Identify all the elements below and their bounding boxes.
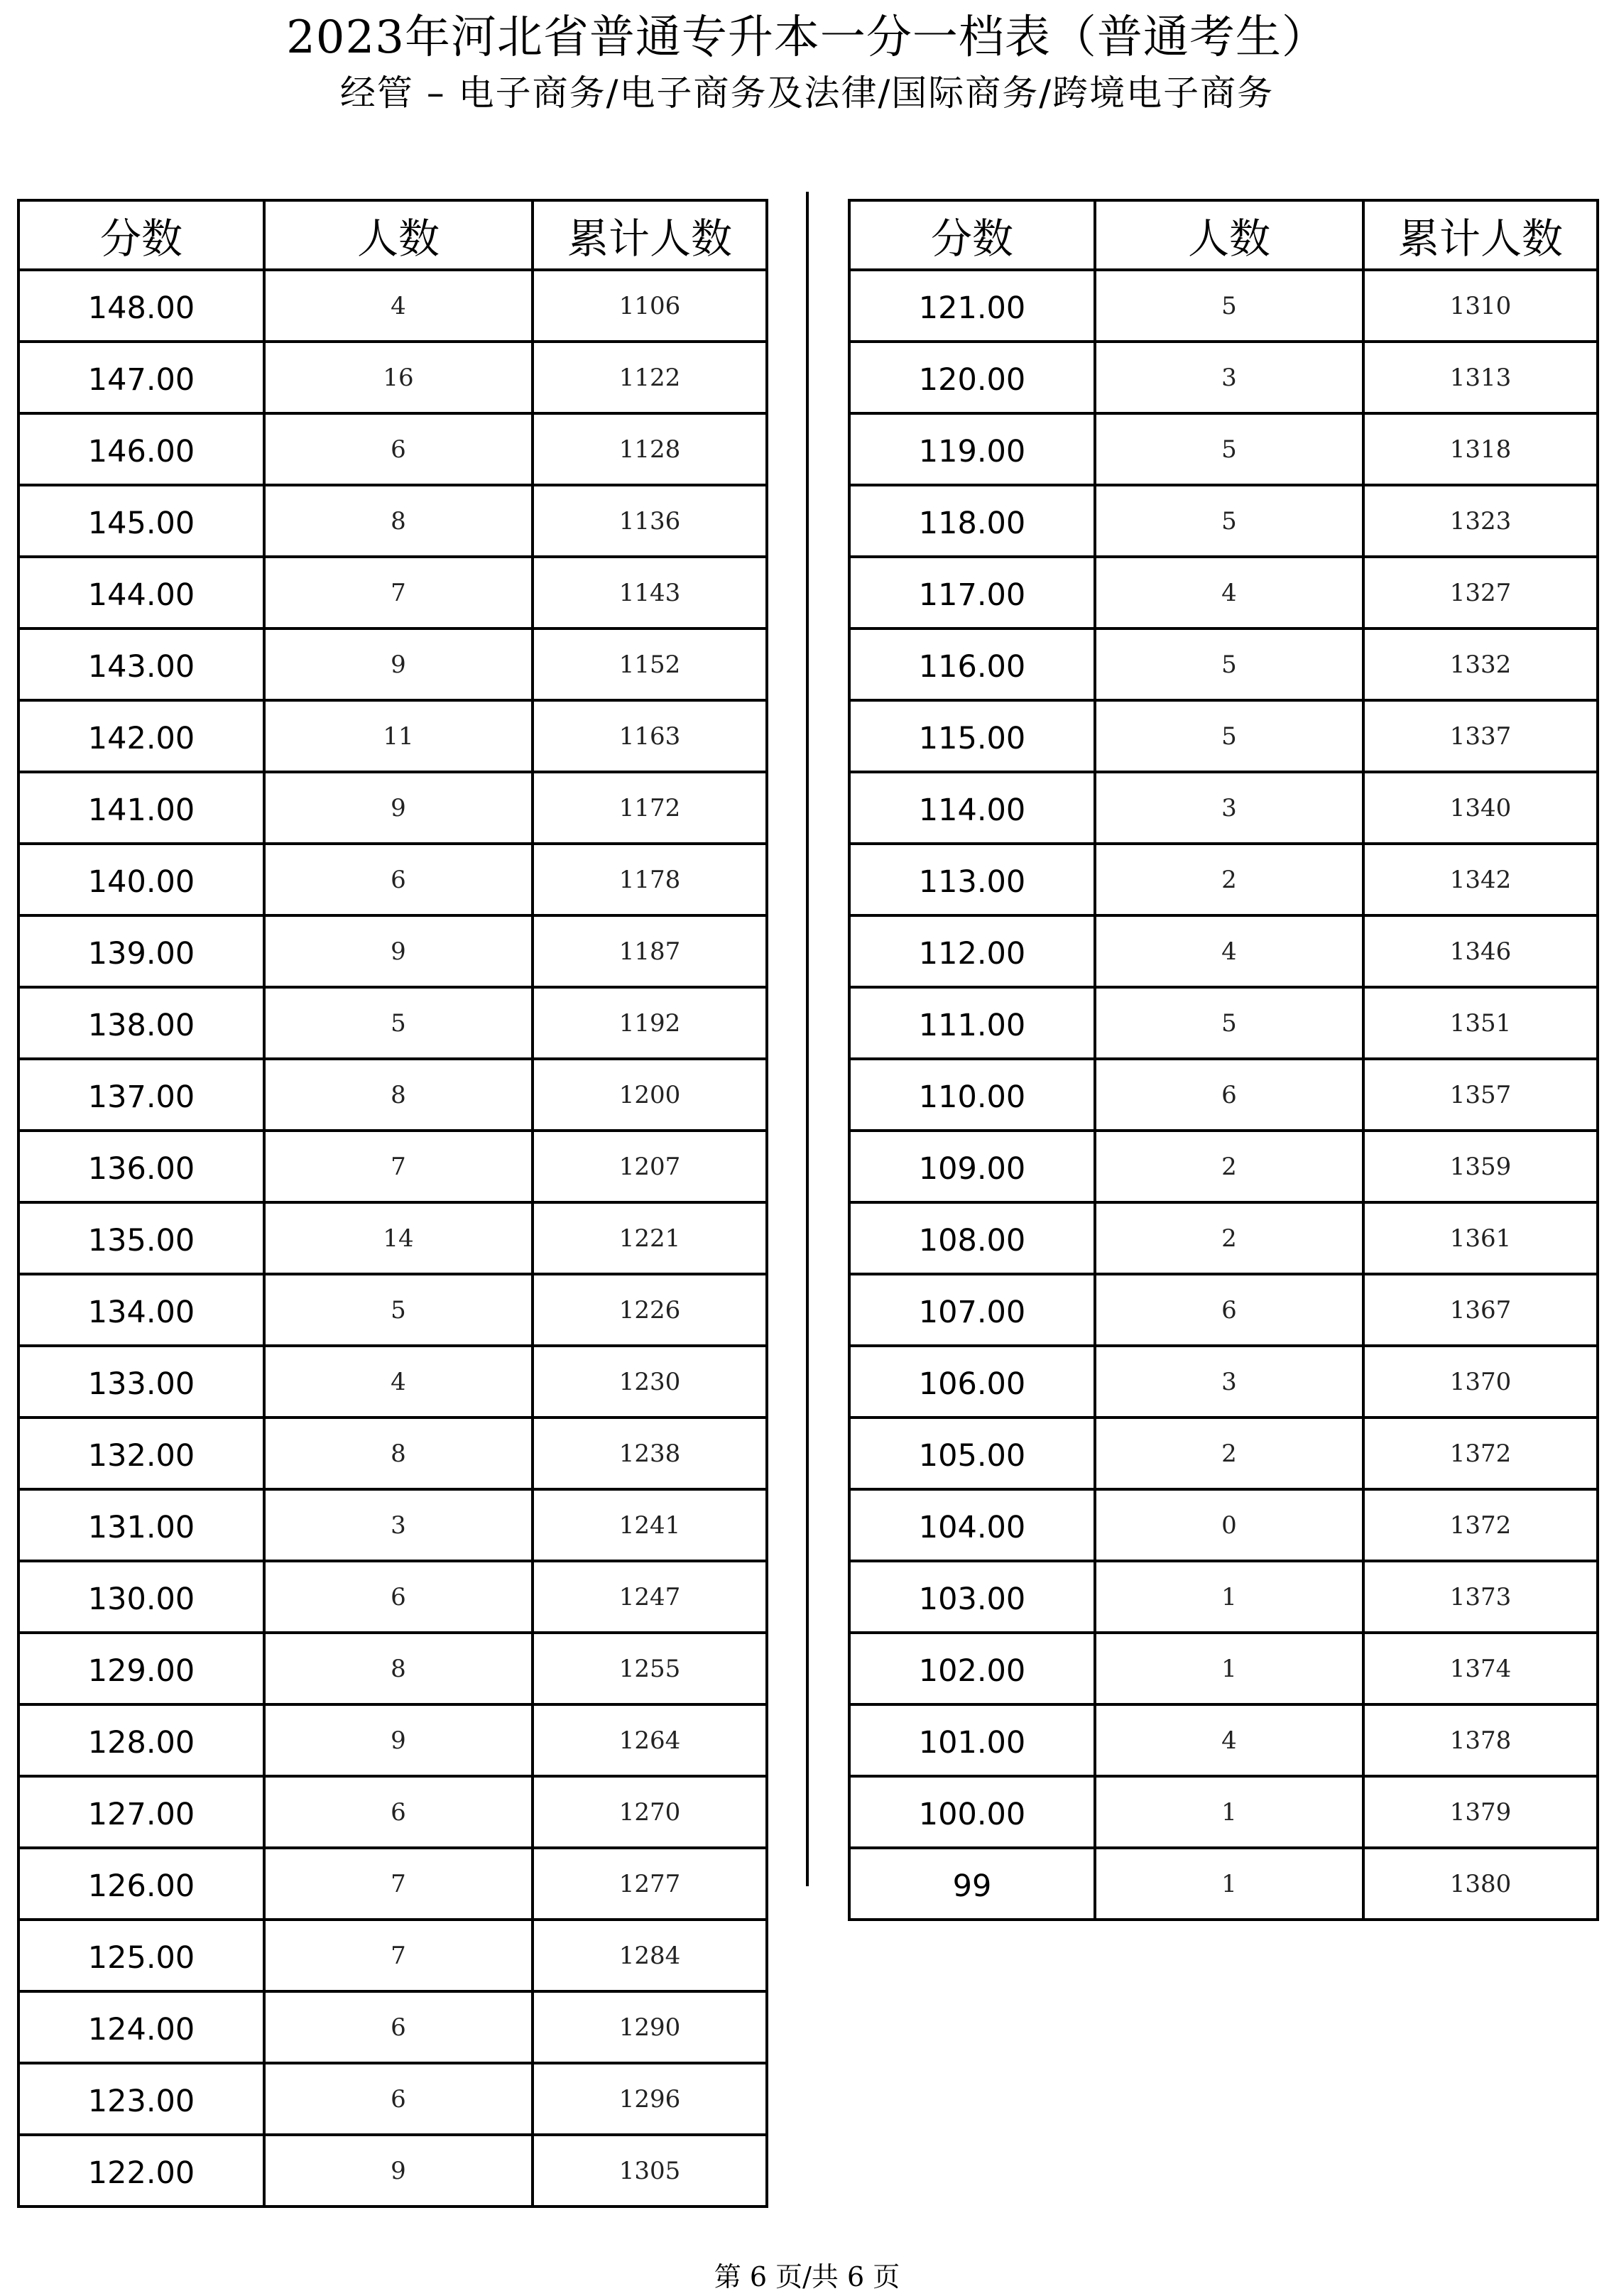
- score-cell: 140.00: [18, 844, 264, 915]
- cumulative-cell: 1207: [533, 1131, 767, 1202]
- table-row: [18, 1920, 767, 1991]
- score-cell: 123.00: [18, 2063, 264, 2135]
- score-cell: 105.00: [849, 1418, 1095, 1489]
- table-row: [18, 342, 767, 413]
- count-cell: 9: [264, 2135, 533, 2207]
- table-row: [849, 1704, 1598, 1776]
- table-row: [18, 1848, 767, 1920]
- cumulative-cell: 1327: [1363, 557, 1598, 629]
- score-cell: 107.00: [849, 1274, 1095, 1346]
- score-cell: 112.00: [849, 915, 1095, 987]
- cumulative-cell: 1332: [1363, 629, 1598, 700]
- cumulative-cell: 1361: [1363, 1202, 1598, 1274]
- count-cell: 6: [264, 2063, 533, 2135]
- cumulative-cell: 1342: [1363, 844, 1598, 915]
- table-row: [18, 1991, 767, 2063]
- score-cell: 115.00: [849, 700, 1095, 772]
- score-cell: 102.00: [849, 1633, 1095, 1704]
- score-cell: 147.00: [18, 342, 264, 413]
- count-cell: 6: [264, 1561, 533, 1633]
- score-cell: 124.00: [18, 1991, 264, 2063]
- count-cell: 11: [264, 700, 533, 772]
- score-cell: 133.00: [18, 1346, 264, 1418]
- cumulative-cell: 1380: [1363, 1848, 1598, 1920]
- count-cell: 16: [264, 342, 533, 413]
- score-cell: 99: [849, 1848, 1095, 1920]
- score-cell: 145.00: [18, 485, 264, 557]
- table-row: [18, 1776, 767, 1848]
- count-cell: 1: [1095, 1633, 1363, 1704]
- score-cell: 120.00: [849, 342, 1095, 413]
- table-row: [18, 629, 767, 700]
- table-row: [849, 629, 1598, 700]
- column-divider: [806, 192, 809, 1886]
- table-row: [849, 1848, 1598, 1920]
- table-row: [18, 987, 767, 1059]
- score-cell: 117.00: [849, 557, 1095, 629]
- cumulative-cell: 1264: [533, 1704, 767, 1776]
- cumulative-cell: 1367: [1363, 1274, 1598, 1346]
- table-row: [18, 772, 767, 844]
- table-row: [849, 1059, 1598, 1131]
- cumulative-cell: 1192: [533, 987, 767, 1059]
- cumulative-cell: 1172: [533, 772, 767, 844]
- score-cell: 126.00: [18, 1848, 264, 1920]
- score-cell: 103.00: [849, 1561, 1095, 1633]
- cumulative-cell: 1163: [533, 700, 767, 772]
- score-cell: 122.00: [18, 2135, 264, 2207]
- count-cell: 7: [264, 1848, 533, 1920]
- cumulative-cell: 1152: [533, 629, 767, 700]
- score-cell: 121.00: [849, 270, 1095, 342]
- count-cell: 5: [1095, 413, 1363, 485]
- cumulative-cell: 1230: [533, 1346, 767, 1418]
- count-cell: 2: [1095, 1418, 1363, 1489]
- count-cell: 8: [264, 485, 533, 557]
- count-cell: 6: [264, 413, 533, 485]
- cumulative-cell: 1128: [533, 413, 767, 485]
- header-cumulative: 累计人数: [533, 200, 767, 270]
- count-cell: 6: [1095, 1059, 1363, 1131]
- score-cell: 146.00: [18, 413, 264, 485]
- cumulative-cell: 1221: [533, 1202, 767, 1274]
- count-cell: 7: [264, 557, 533, 629]
- cumulative-cell: 1337: [1363, 700, 1598, 772]
- table-row: [18, 1418, 767, 1489]
- count-cell: 8: [264, 1418, 533, 1489]
- table-row: [849, 987, 1598, 1059]
- score-cell: 141.00: [18, 772, 264, 844]
- cumulative-cell: 1247: [533, 1561, 767, 1633]
- score-cell: 129.00: [18, 1633, 264, 1704]
- table-row: [18, 485, 767, 557]
- table-row: [18, 1131, 767, 1202]
- table-row: [18, 2135, 767, 2207]
- table-row: [849, 1346, 1598, 1418]
- cumulative-cell: 1238: [533, 1418, 767, 1489]
- count-cell: 7: [264, 1920, 533, 1991]
- table-row: [18, 270, 767, 342]
- header-cumulative: 累计人数: [1363, 200, 1598, 270]
- table-row: [849, 485, 1598, 557]
- table-row: [849, 1561, 1598, 1633]
- count-cell: 4: [264, 270, 533, 342]
- score-cell: 148.00: [18, 270, 264, 342]
- score-cell: 109.00: [849, 1131, 1095, 1202]
- table-row: [18, 1346, 767, 1418]
- score-cell: 130.00: [18, 1561, 264, 1633]
- count-cell: 6: [264, 1776, 533, 1848]
- cumulative-cell: 1370: [1363, 1346, 1598, 1418]
- table-row: [849, 1131, 1598, 1202]
- cumulative-cell: 1372: [1363, 1489, 1598, 1561]
- cumulative-cell: 1357: [1363, 1059, 1598, 1131]
- count-cell: 5: [264, 1274, 533, 1346]
- header-count: 人数: [1095, 200, 1363, 270]
- count-cell: 7: [264, 1131, 533, 1202]
- table-row: [849, 270, 1598, 342]
- table-row: [18, 1704, 767, 1776]
- count-cell: 6: [1095, 1274, 1363, 1346]
- count-cell: 5: [1095, 987, 1363, 1059]
- table-header-row: [18, 200, 767, 270]
- cumulative-cell: 1255: [533, 1633, 767, 1704]
- count-cell: 14: [264, 1202, 533, 1274]
- score-cell: 144.00: [18, 557, 264, 629]
- cumulative-cell: 1290: [533, 1991, 767, 2063]
- count-cell: 9: [264, 772, 533, 844]
- count-cell: 1: [1095, 1776, 1363, 1848]
- cumulative-cell: 1372: [1363, 1418, 1598, 1489]
- count-cell: 3: [1095, 772, 1363, 844]
- count-cell: 6: [264, 844, 533, 915]
- table-row: [18, 1274, 767, 1346]
- score-cell: 134.00: [18, 1274, 264, 1346]
- page-subtitle: 经管 – 电子商务/电子商务及法律/国际商务/跨境电子商务: [339, 72, 1275, 114]
- table-header-row: [849, 200, 1598, 270]
- count-cell: 4: [264, 1346, 533, 1418]
- score-cell: 108.00: [849, 1202, 1095, 1274]
- cumulative-cell: 1270: [533, 1776, 767, 1848]
- score-cell: 128.00: [18, 1704, 264, 1776]
- table-row: [18, 1202, 767, 1274]
- score-cell: 111.00: [849, 987, 1095, 1059]
- count-cell: 5: [1095, 270, 1363, 342]
- table-row: [18, 1489, 767, 1561]
- score-cell: 100.00: [849, 1776, 1095, 1848]
- table-row: [849, 1202, 1598, 1274]
- table-row: [18, 700, 767, 772]
- header-score: 分数: [849, 200, 1095, 270]
- cumulative-cell: 1296: [533, 2063, 767, 2135]
- count-cell: 3: [264, 1489, 533, 1561]
- cumulative-cell: 1374: [1363, 1633, 1598, 1704]
- score-cell: 104.00: [849, 1489, 1095, 1561]
- cumulative-cell: 1284: [533, 1920, 767, 1991]
- score-cell: 125.00: [18, 1920, 264, 1991]
- count-cell: 4: [1095, 915, 1363, 987]
- score-cell: 101.00: [849, 1704, 1095, 1776]
- score-cell: 127.00: [18, 1776, 264, 1848]
- cumulative-cell: 1226: [533, 1274, 767, 1346]
- cumulative-cell: 1351: [1363, 987, 1598, 1059]
- count-cell: 8: [264, 1059, 533, 1131]
- count-cell: 1: [1095, 1561, 1363, 1633]
- cumulative-cell: 1277: [533, 1848, 767, 1920]
- table-row: [18, 413, 767, 485]
- score-cell: 119.00: [849, 413, 1095, 485]
- score-cell: 139.00: [18, 915, 264, 987]
- score-cell: 114.00: [849, 772, 1095, 844]
- table-row: [849, 1633, 1598, 1704]
- table-row: [849, 915, 1598, 987]
- header-count: 人数: [264, 200, 533, 270]
- cumulative-cell: 1346: [1363, 915, 1598, 987]
- count-cell: 2: [1095, 1131, 1363, 1202]
- cumulative-cell: 1323: [1363, 485, 1598, 557]
- score-cell: 143.00: [18, 629, 264, 700]
- count-cell: 3: [1095, 1346, 1363, 1418]
- score-cell: 116.00: [849, 629, 1095, 700]
- cumulative-cell: 1143: [533, 557, 767, 629]
- score-cell: 113.00: [849, 844, 1095, 915]
- cumulative-cell: 1122: [533, 342, 767, 413]
- table-row: [849, 1489, 1598, 1561]
- count-cell: 5: [1095, 485, 1363, 557]
- count-cell: 8: [264, 1633, 533, 1704]
- score-cell: 135.00: [18, 1202, 264, 1274]
- table-row: [849, 700, 1598, 772]
- table-row: [18, 557, 767, 629]
- cumulative-cell: 1359: [1363, 1131, 1598, 1202]
- cumulative-cell: 1310: [1363, 270, 1598, 342]
- score-cell: 131.00: [18, 1489, 264, 1561]
- count-cell: 3: [1095, 342, 1363, 413]
- score-cell: 118.00: [849, 485, 1095, 557]
- score-cell: 110.00: [849, 1059, 1095, 1131]
- table-row: [849, 1776, 1598, 1848]
- cumulative-cell: 1178: [533, 844, 767, 915]
- count-cell: 5: [264, 987, 533, 1059]
- count-cell: 4: [1095, 1704, 1363, 1776]
- count-cell: 2: [1095, 844, 1363, 915]
- table-row: [18, 915, 767, 987]
- count-cell: 4: [1095, 557, 1363, 629]
- score-cell: 132.00: [18, 1418, 264, 1489]
- table-row: [849, 413, 1598, 485]
- table-row: [849, 342, 1598, 413]
- table-row: [18, 1561, 767, 1633]
- count-cell: 9: [264, 629, 533, 700]
- count-cell: 0: [1095, 1489, 1363, 1561]
- count-cell: 6: [264, 1991, 533, 2063]
- cumulative-cell: 1313: [1363, 342, 1598, 413]
- table-row: [849, 557, 1598, 629]
- score-cell: 137.00: [18, 1059, 264, 1131]
- cumulative-cell: 1200: [533, 1059, 767, 1131]
- count-cell: 5: [1095, 700, 1363, 772]
- table-row: [18, 1633, 767, 1704]
- page-title: 2023年河北省普通专升本一分一档表（普通考生）: [286, 11, 1328, 64]
- score-table-right: [848, 199, 1599, 1921]
- score-table-left: [17, 199, 768, 2208]
- table-row: [849, 1274, 1598, 1346]
- count-cell: 5: [1095, 629, 1363, 700]
- count-cell: 9: [264, 1704, 533, 1776]
- cumulative-cell: 1373: [1363, 1561, 1598, 1633]
- cumulative-cell: 1378: [1363, 1704, 1598, 1776]
- table-row: [849, 772, 1598, 844]
- table-row: [18, 844, 767, 915]
- table-row: [18, 1059, 767, 1131]
- score-cell: 136.00: [18, 1131, 264, 1202]
- cumulative-cell: 1241: [533, 1489, 767, 1561]
- cumulative-cell: 1379: [1363, 1776, 1598, 1848]
- table-row: [849, 1418, 1598, 1489]
- cumulative-cell: 1136: [533, 485, 767, 557]
- score-cell: 142.00: [18, 700, 264, 772]
- count-cell: 9: [264, 915, 533, 987]
- cumulative-cell: 1106: [533, 270, 767, 342]
- table-row: [18, 2063, 767, 2135]
- score-cell: 106.00: [849, 1346, 1095, 1418]
- count-cell: 2: [1095, 1202, 1363, 1274]
- header-score: 分数: [18, 200, 264, 270]
- cumulative-cell: 1187: [533, 915, 767, 987]
- table-row: [849, 844, 1598, 915]
- count-cell: 1: [1095, 1848, 1363, 1920]
- cumulative-cell: 1318: [1363, 413, 1598, 485]
- page-footer: 第 6 页/共 6 页: [714, 2261, 900, 2292]
- score-cell: 138.00: [18, 987, 264, 1059]
- cumulative-cell: 1340: [1363, 772, 1598, 844]
- cumulative-cell: 1305: [533, 2135, 767, 2207]
